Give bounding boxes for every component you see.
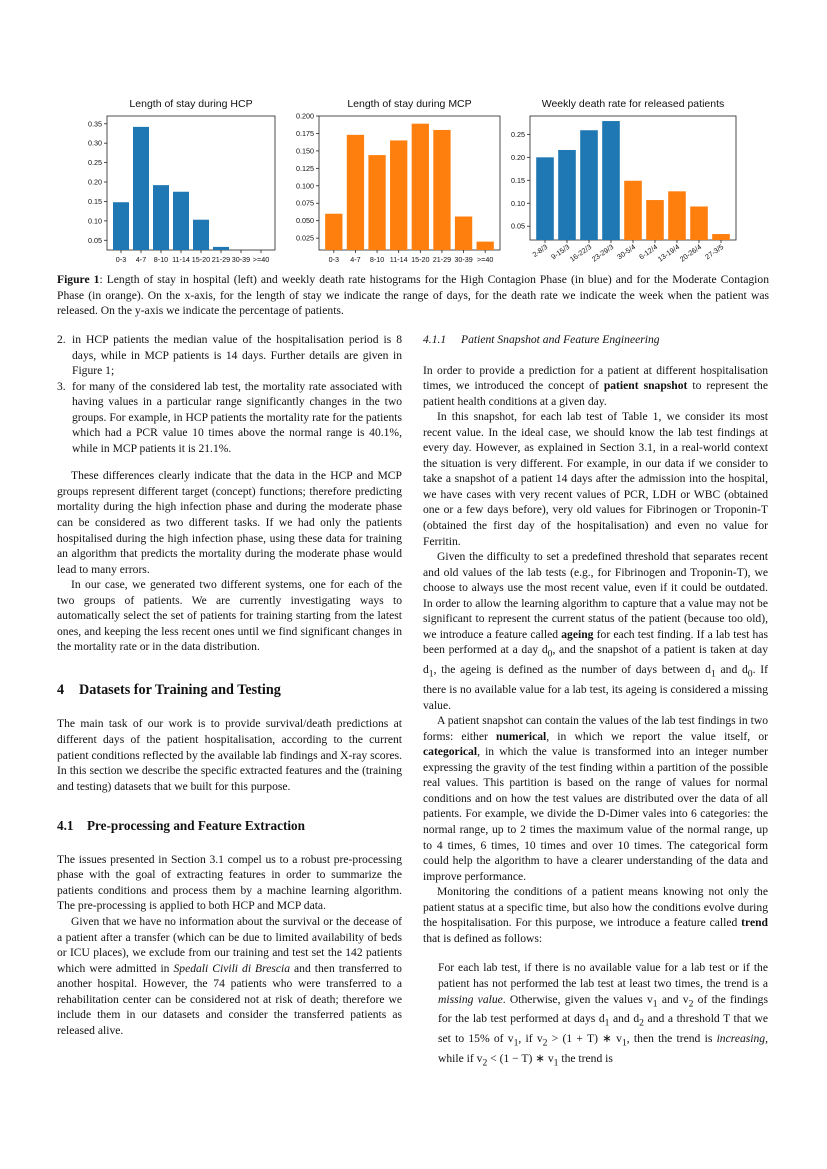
x-tick-label: 23-29/3	[590, 242, 616, 264]
bar	[646, 200, 664, 240]
x-tick-label: 30-39	[231, 255, 251, 264]
y-tick-label: 0.25	[88, 158, 102, 168]
y-tick-label: 0.05	[88, 235, 102, 245]
x-tick-label: 11-14	[389, 255, 408, 264]
plot-frame	[319, 116, 500, 250]
y-tick-label: 0.20	[88, 177, 102, 187]
left-column	[57, 332, 402, 1038]
y-tick-label: 0.025	[296, 233, 314, 243]
x-tick-label: 30-5/4	[615, 242, 638, 262]
bar	[558, 150, 576, 240]
bar	[624, 181, 642, 240]
bar	[213, 247, 229, 250]
x-tick-label: 4-7	[350, 255, 361, 264]
x-tick-label: 21-29	[432, 255, 452, 264]
bar	[668, 191, 686, 240]
chart-title: Length of stay during MCP	[347, 98, 472, 110]
bar	[113, 202, 129, 250]
y-tick-label: 0.050	[296, 216, 314, 226]
chart-title: Length of stay during HCP	[129, 98, 253, 110]
chart-title: Weekly death rate for released patients	[541, 98, 725, 110]
y-tick-label: 0.075	[296, 198, 314, 208]
bar	[412, 124, 429, 250]
y-tick-label: 0.200	[296, 111, 314, 121]
section-heading-4: 4 Datasets for Training and Testing	[57, 681, 281, 698]
x-tick-label: 2-8/3	[530, 242, 550, 260]
x-tick-label: 6-12/4	[637, 242, 660, 262]
x-tick-label: 13-19/4	[656, 242, 682, 264]
figure-caption	[57, 272, 769, 319]
hcp-histogram	[80, 92, 280, 272]
section-heading-4-1-1: 4.1.1 Patient Snapshot and Feature Engineering	[423, 333, 660, 346]
x-tick-label: 8-10	[153, 255, 169, 264]
section-heading-4-1: 4.1 Pre-processing and Feature Extraction	[57, 818, 305, 834]
x-tick-label: 15-20	[411, 255, 430, 264]
figure-label: Figure 1	[57, 273, 100, 286]
paragraph: Given the difficulty to set a predefined threshold that separates recent and old values of the lab tests (e.g., for Fibrinogen and Troponin-T), we choose to always use the most recent value, even if it could be outdated. In order to allow the learning algorithm to capture that a value may not be significant to represent the current status of the patient (because too old), we introduce a feature called ageing for each test finding. If a lab test has been performed at a day $d_0$, and the snapshot of a patient is taken at day $d_1$, the ageing is defined as the number of days between $d_1$ and $d_0$. If there is no available value for a lab test, its ageing is considered a missing value.	[423, 550, 768, 712]
x-tick-label: 11-14	[172, 255, 190, 264]
bar	[325, 214, 342, 250]
x-tick-label: 4-7	[135, 255, 147, 264]
bar	[173, 192, 189, 250]
bar	[536, 157, 554, 240]
paragraph: In this snapshot, for each lab test of Table 1, we consider its most recent value. In the ideal case, we should know the lab test findings at every day. However, as explained in Section 3.1, in a real-world context the situation is very different. For example, in our data if we consider to take a snapshot of a patient 14 days after the admission into the hospital, we have cases with very recent values of PCR, LDH or WBC (obtained one or a few days before), very old values for Fibrinogen or Troponin-T (obtained the first day of the hospitalisation) and even no value for Ferritin.	[423, 410, 768, 548]
bar	[347, 135, 364, 250]
chart-hcp	[80, 92, 280, 272]
x-tick-label: >=40	[252, 255, 270, 264]
findings-list	[57, 332, 402, 456]
x-tick-label: 8-10	[369, 255, 385, 264]
x-tick-label: >=40	[476, 255, 494, 264]
x-tick-label: 21-29	[211, 255, 231, 264]
list-item: 2. in HCP patients the median value of the hospitalisation period is 8 days, while in MCP patients is 14 days. Further details are given in Figure 1;	[57, 333, 402, 378]
bar	[153, 185, 169, 250]
y-tick-label: 0.30	[88, 138, 102, 148]
paragraph: Monitoring the conditions of a patient means knowing not only the patient status at a specific time, but also how the conditions evolve during the hospitalisation. For this purpose, we introduce a feature called trend that is defined as follows:	[423, 885, 768, 945]
paragraph: In order to provide a prediction for a patient at different hospitalisation times, we introduced the concept of patient snapshot to represent the patient health conditions at a given day.	[423, 363, 768, 408]
paragraph: The issues presented in Section 3.1 compel us to a robust pre-processing phase with the goal of extracting features in order to summarize the patients conditions and process them by a machine learning algorithm. The pre-processing is applied to both HCP and MCP data.	[57, 852, 402, 913]
bar	[602, 121, 620, 240]
paragraph: In our case, we generated two different systems, one for each of the two groups of patients. We are currently investigating ways to automatically select the set of patients for training starting from the latest ones, and keeping the less recent ones until we find significant changes in the mortality rate or in the data distribution.	[57, 578, 402, 654]
bar	[368, 155, 385, 250]
x-tick-label: 0-3	[115, 255, 127, 264]
x-tick-label: 9-15/3	[549, 242, 572, 262]
y-tick-label: 0.10	[511, 198, 525, 208]
y-tick-label: 0.05	[511, 221, 525, 231]
y-tick-label: 0.175	[296, 128, 314, 138]
x-tick-label: 0-3	[328, 255, 340, 264]
chart-mcp	[285, 92, 510, 272]
bar	[193, 220, 209, 250]
paragraph: Given that we have no information about the survival or the decease of a patient after a transfer (which can be due to limited availability of beds or ICU places), we exclude from our training and test set the 142 patients which were admitted in Spedali Civili di Brescia and then transferred to another hospital. However, the 74 patients who were transferred to a rehabilitation center can be considered not at risk of death; therefore we include them in our datasets and consider the transferred patients as released alive.	[57, 914, 402, 1037]
bar	[477, 242, 494, 250]
trend-definition: For each lab test, if there is no available value for a lab test or if the patient has not performed the lab test at least two times, the trend is a missing value. Otherwise, given the values $v_1$ and $v_2$ of the findings for the lab test performed at days $d_1$ and $d_2$ and a threshold T that we set to 15% of $v_1$, if $v_2 > (1 + T)$ ∗ $v_1$, then the trend is increasing, while if $v_2 < (1 - T)$ ∗ $v_1$ the trend is	[438, 961, 769, 1069]
paragraph: The main task of our work is to provide survival/death predictions at different days of the patient hospitalisation, according to the current patient conditions reflected by the available lab findings and X-ray scores. In this section we describe the specific extracted features and the (training and testing) datasets that we built for this purpose.	[57, 717, 402, 793]
y-tick-label: 0.35	[88, 119, 102, 129]
y-tick-label: 0.20	[511, 152, 525, 162]
x-tick-label: 30-39	[454, 255, 473, 264]
y-tick-label: 0.100	[296, 181, 314, 191]
bar	[390, 140, 407, 250]
y-tick-label: 0.25	[511, 129, 525, 139]
y-tick-label: 0.125	[296, 163, 314, 173]
right-column	[423, 332, 768, 1071]
bar	[455, 217, 472, 251]
y-tick-label: 0.150	[296, 146, 314, 156]
x-tick-label: 20-26/4	[678, 242, 704, 264]
x-tick-label: 16-22/3	[568, 242, 594, 264]
mcp-histogram	[285, 92, 510, 272]
x-tick-label: 15-20	[191, 255, 211, 264]
bar	[712, 234, 730, 240]
bar	[580, 130, 598, 240]
paragraph: These differences clearly indicate that the data in the HCP and MCP groups represent different target (concept) functions; therefore predicting mortality during the high infection phase and during the moderate phase can be considered as two different tasks. If we had only the patients hospitalised during the high infection phase, using these data for training an algorithm that predicts the mortality during the moderate phase would lead to many errors.	[57, 469, 402, 576]
y-tick-label: 0.10	[88, 216, 102, 226]
list-item: 3. for many of the considered lab test, the mortality rate associated with having values in a particular range significantly changes in the two groups. For example, in HCP patients the mortality rate for the patients which had a PCR value 10 times above the normal range is 40.1%, while in MCP patients it is 21.1%.	[57, 379, 402, 455]
death-rate-histogram	[500, 92, 740, 272]
plot-frame	[107, 116, 275, 250]
figure-caption-text: : Length of stay in hospital (left) and weekly death rate histograms for the High Contagion Phase (in blue) and for the Moderate Contagion Phase (in orange). On the x-axis, for the length of stay we indicate the range of days, for the death rate we indicate the week when the patient was released. On the y-axis we indicate the percentage of patients.	[57, 273, 769, 318]
bar	[133, 127, 149, 250]
bar	[690, 206, 708, 240]
y-tick-label: 0.15	[511, 175, 525, 185]
bar	[433, 130, 450, 250]
x-tick-label: 27-3/5	[703, 242, 726, 262]
paragraph: A patient snapshot can contain the values of the lab test findings in two forms: either numerical, in which we report the value itself, or categorical, in which the value is transformed into an integer number expressing the gravity of the test finding within a partition of the possible real values. This partition is based on the range of values for normal conditions and on how the test values are distributed over the data of all patients. For example, we divide the D-Dimer vales into 6 categories: the normal range, up to 2 times the maximum value of the normal range, up to 4 times, 6 times, 10 times and over 10 times. The categorical form could help the algorithm to have a clearer understanding of the data and improve performance.	[423, 714, 768, 883]
chart-death	[500, 92, 740, 272]
y-tick-label: 0.15	[88, 196, 102, 206]
